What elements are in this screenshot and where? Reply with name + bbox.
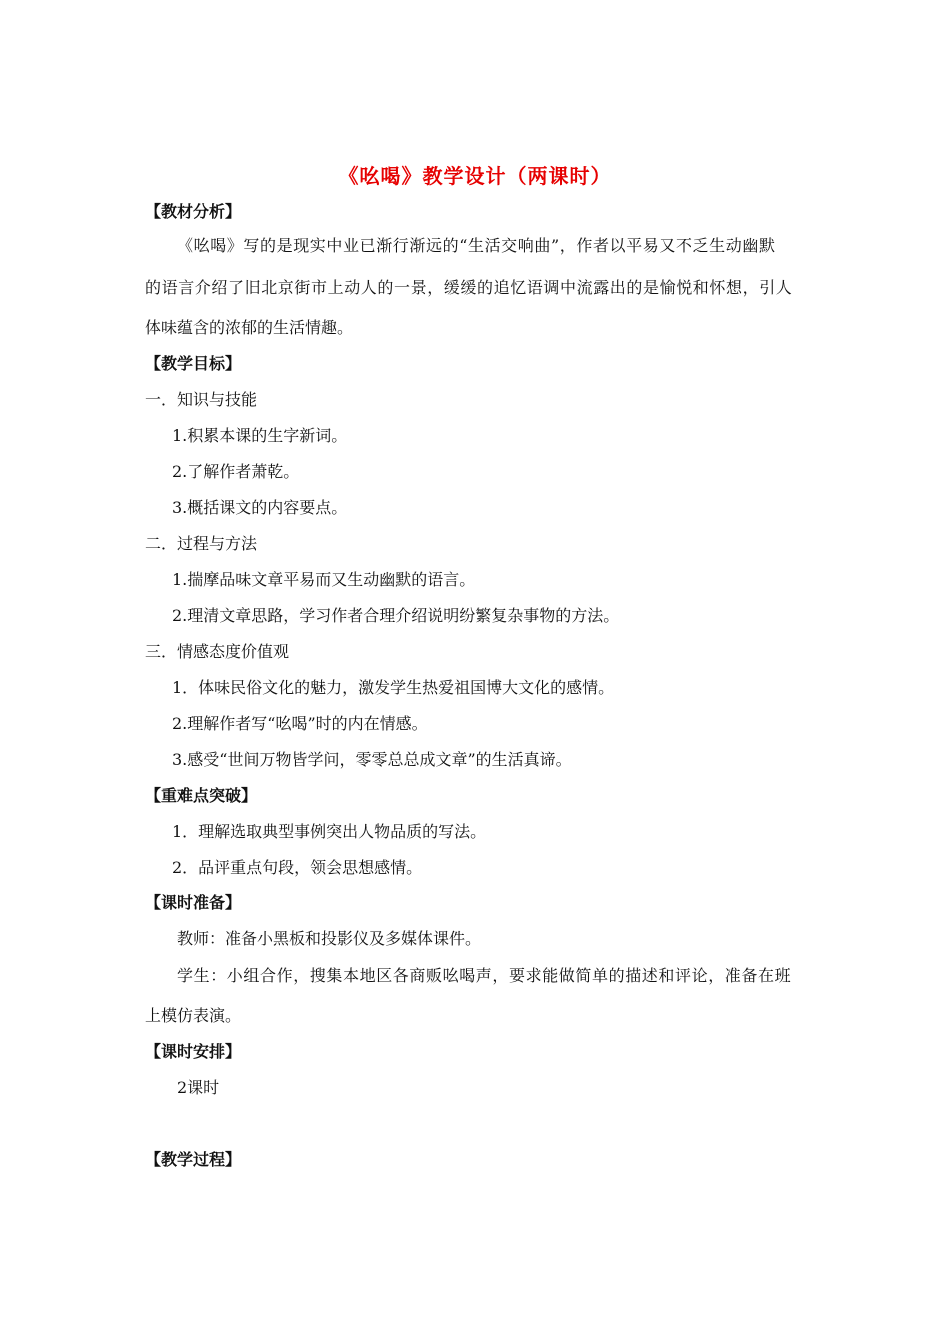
heading-key-points: 【重难点突破】 [145,786,258,805]
objective-item: 1．体味民俗文化的魅力，激发学生热爱祖国博大文化的感情。 [172,678,615,697]
heading-material-analysis: 【教材分析】 [145,202,242,221]
schedule-value: 2课时 [177,1078,220,1097]
heading-process: 【教学过程】 [145,1150,242,1169]
document-title: 《吆喝》教学设计（两课时） [338,164,612,188]
objective-item: 2.了解作者萧乾。 [172,462,300,481]
preparation-student: 学生：小组合作，搜集本地区各商贩吆喝声，要求能做简单的描述和评论，准备在班 [177,966,792,985]
objective-item: 1.揣摩品味文章平易而又生动幽默的语言。 [172,570,476,589]
objective-item: 2.理解作者写“吆喝”时的内在情感。 [172,714,428,733]
objective-item: 3.概括课文的内容要点。 [172,498,348,517]
preparation-teacher: 教师：准备小黑板和投影仪及多媒体课件。 [177,929,482,948]
objective-item: 3.感受“世间万物皆学问，零零总总成文章”的生活真谛。 [172,750,572,769]
objective-item: 2.理清文章思路，学习作者合理介绍说明纷繁复杂事物的方法。 [172,606,620,625]
paragraph-line: 的语言介绍了旧北京街市上动人的一景，缓缓的追忆语调中流露出的是愉悦和怀想，引人 [145,278,793,297]
key-point-item: 2．品评重点句段，领会思想感情。 [172,858,423,877]
heading-objectives: 【教学目标】 [145,354,242,373]
paragraph-line: 体味蕴含的浓郁的生活情趣。 [145,318,354,337]
preparation-student-cont: 上模仿表演。 [145,1006,242,1025]
objective-item: 1.积累本课的生字新词。 [172,426,348,445]
objective-group-title: 一．知识与技能 [145,390,258,409]
key-point-item: 1．理解选取典型事例突出人物品质的写法。 [172,822,487,841]
paragraph-line: 《吆喝》写的是现实中业已渐行渐远的“生活交响曲”，作者以平易又不乏生动幽默 [177,236,776,255]
heading-preparation: 【课时准备】 [145,893,242,912]
heading-schedule: 【课时安排】 [145,1042,242,1061]
objective-group-title: 二．过程与方法 [145,534,258,553]
objective-group-title: 三．情感态度价值观 [145,642,290,661]
